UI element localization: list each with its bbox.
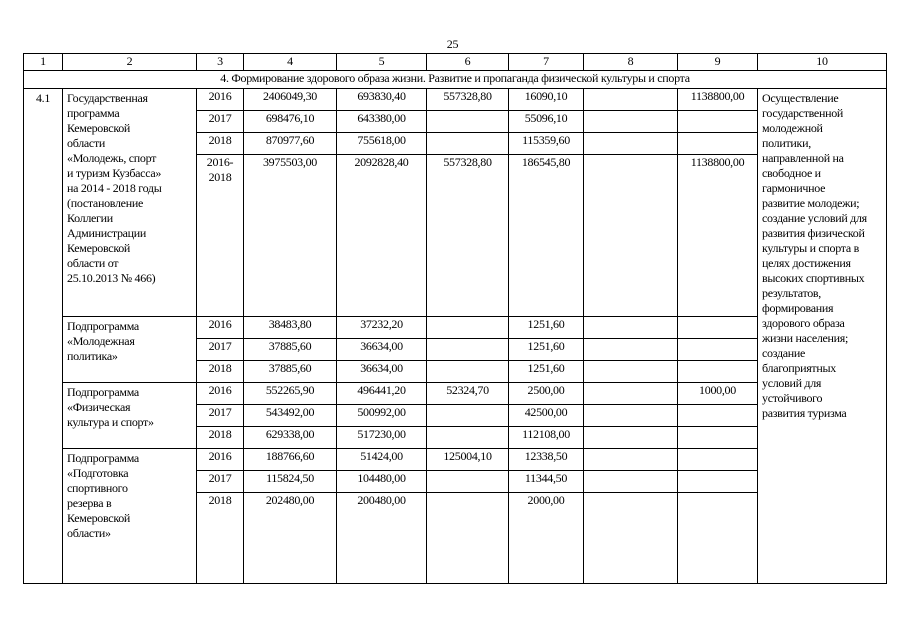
program-name	[63, 449, 197, 584]
description-line: свободное и	[762, 166, 821, 180]
column-header: 3	[197, 54, 244, 71]
program-name-line: Подпрограмма	[67, 319, 139, 333]
amount-cell-c5: 2092828,40	[337, 155, 427, 317]
amount-cell-c6	[427, 361, 509, 383]
amount-cell-c8	[584, 361, 678, 383]
amount-cell-c8	[584, 317, 678, 339]
description-cell	[758, 89, 887, 584]
amount-cell-c7: 186545,80	[509, 155, 584, 317]
amount-cell-c5: 36634,00	[337, 361, 427, 383]
description-line: развития туризма	[762, 406, 847, 420]
amount-cell-c9	[678, 427, 758, 449]
column-header-row	[24, 54, 887, 71]
program-name-line: Подпрограмма	[67, 451, 139, 465]
program-name-line: Кемеровской	[67, 121, 131, 135]
amount-cell-c5: 693830,40	[337, 89, 427, 111]
amount-cell-c8	[584, 155, 678, 317]
amount-cell-c4: 38483,80	[244, 317, 337, 339]
amount-cell-c5: 104480,00	[337, 471, 427, 493]
amount-cell-c6	[427, 427, 509, 449]
amount-cell-c4: 37885,60	[244, 339, 337, 361]
amount-cell-c6: 125004,10	[427, 449, 509, 471]
amount-cell-c8	[584, 493, 678, 584]
program-name-line: (постановление	[67, 196, 143, 210]
program-name-line: Администрации	[67, 226, 147, 240]
program-name-line: Кемеровской	[67, 241, 131, 255]
description-line: создание	[762, 346, 806, 360]
program-name-line: «Молодежь, спорт	[67, 151, 157, 165]
amount-cell-c4: 202480,00	[244, 493, 337, 584]
amount-cell-c7: 115359,60	[509, 133, 584, 155]
amount-cell-c7: 11344,50	[509, 471, 584, 493]
amount-cell-c8	[584, 111, 678, 133]
program-name-line: области	[67, 136, 106, 150]
program-name-line: области»	[67, 526, 111, 540]
column-header: 2	[63, 54, 197, 71]
program-name-line: 25.10.2013 № 466)	[67, 271, 156, 285]
amount-cell-c9: 1138800,00	[678, 89, 758, 111]
year-cell: 2017	[197, 405, 244, 427]
amount-cell-c5: 643380,00	[337, 111, 427, 133]
amount-cell-c7: 1251,60	[509, 317, 584, 339]
year-cell: 2018	[197, 133, 244, 155]
amount-cell-c4: 2406049,30	[244, 89, 337, 111]
year-cell: 2016	[197, 383, 244, 405]
amount-cell-c7: 42500,00	[509, 405, 584, 427]
year-cell: 2016	[197, 317, 244, 339]
description-line: политики,	[762, 136, 811, 150]
description-line: Осуществление	[762, 91, 839, 105]
amount-cell-c5: 37232,20	[337, 317, 427, 339]
amount-cell-c8	[584, 339, 678, 361]
program-name	[63, 383, 197, 449]
amount-cell-c8	[584, 405, 678, 427]
description-line: формирования	[762, 301, 834, 315]
table-row	[24, 89, 887, 111]
description-line: целях достижения	[762, 256, 851, 270]
amount-cell-c9	[678, 339, 758, 361]
table-row	[24, 317, 887, 339]
description-line: государственной	[762, 106, 844, 120]
year-cell: 2016	[197, 89, 244, 111]
amount-cell-c4: 870977,60	[244, 133, 337, 155]
column-header: 7	[509, 54, 584, 71]
amount-cell-c4: 552265,90	[244, 383, 337, 405]
amount-cell-c5: 36634,00	[337, 339, 427, 361]
amount-cell-c9	[678, 133, 758, 155]
amount-cell-c7: 16090,10	[509, 89, 584, 111]
amount-cell-c9	[678, 471, 758, 493]
year-cell: 2018	[197, 427, 244, 449]
amount-cell-c7: 112108,00	[509, 427, 584, 449]
amount-cell-c7: 1251,60	[509, 361, 584, 383]
amount-cell-c7: 12338,50	[509, 449, 584, 471]
amount-cell-c6	[427, 493, 509, 584]
program-name-line: «Физическая	[67, 400, 131, 414]
description-line: здорового образа	[762, 316, 845, 330]
amount-cell-c4: 543492,00	[244, 405, 337, 427]
amount-cell-c6	[427, 317, 509, 339]
description-line: создание условий для	[762, 211, 867, 225]
description-line: развития физической	[762, 226, 865, 240]
amount-cell-c6: 557328,80	[427, 89, 509, 111]
year-cell: 2017	[197, 339, 244, 361]
amount-cell-c8	[584, 133, 678, 155]
amount-cell-c4: 629338,00	[244, 427, 337, 449]
amount-cell-c4: 698476,10	[244, 111, 337, 133]
description-line: условий для	[762, 376, 822, 390]
amount-cell-c9: 1138800,00	[678, 155, 758, 317]
program-name-line: на 2014 - 2018 годы	[67, 181, 162, 195]
column-header: 5	[337, 54, 427, 71]
program-name-line: политика»	[67, 349, 118, 363]
amount-cell-c4: 3975503,00	[244, 155, 337, 317]
amount-cell-c6: 52324,70	[427, 383, 509, 405]
amount-cell-c8	[584, 89, 678, 111]
description-line: развитие молодежи;	[762, 196, 860, 210]
column-header: 9	[678, 54, 758, 71]
amount-cell-c9	[678, 111, 758, 133]
amount-cell-c5: 755618,00	[337, 133, 427, 155]
amount-cell-c6	[427, 339, 509, 361]
description-line: устойчивого	[762, 391, 823, 405]
amount-cell-c6: 557328,80	[427, 155, 509, 317]
column-header: 1	[24, 54, 63, 71]
year-cell: 2017	[197, 471, 244, 493]
year-cell: 2016	[197, 449, 244, 471]
amount-cell-c9	[678, 493, 758, 584]
column-header: 6	[427, 54, 509, 71]
table-row	[24, 383, 887, 405]
amount-cell-c7: 55096,10	[509, 111, 584, 133]
description-line: высоких спортивных	[762, 271, 865, 285]
year-cell: 2016- 2018	[197, 155, 244, 317]
program-name-line: «Молодежная	[67, 334, 135, 348]
year-cell: 2017	[197, 111, 244, 133]
section-row	[24, 71, 887, 89]
year-cell: 2018	[197, 361, 244, 383]
amount-cell-c4: 115824,50	[244, 471, 337, 493]
description-line: гармоничное	[762, 181, 826, 195]
amount-cell-c6	[427, 111, 509, 133]
amount-cell-c6	[427, 405, 509, 427]
column-header: 10	[758, 54, 887, 71]
program-name-line: Подпрограмма	[67, 385, 139, 399]
amount-cell-c8	[584, 383, 678, 405]
amount-cell-c8	[584, 427, 678, 449]
program-name-line: резерва в	[67, 496, 112, 510]
description-line: культуры и спорта в	[762, 241, 859, 255]
description-line: благоприятных	[762, 361, 836, 375]
amount-cell-c9	[678, 405, 758, 427]
amount-cell-c7: 2000,00	[509, 493, 584, 584]
amount-cell-c9	[678, 361, 758, 383]
program-name-line: и туризм Кузбасса»	[67, 166, 162, 180]
table-row	[24, 449, 887, 471]
amount-cell-c8	[584, 471, 678, 493]
page-number: 25	[446, 37, 459, 51]
amount-cell-c6	[427, 133, 509, 155]
year-cell: 2018	[197, 493, 244, 584]
amount-cell-c6	[427, 471, 509, 493]
amount-cell-c7: 2500,00	[509, 383, 584, 405]
program-name-line: программа	[67, 106, 120, 120]
amount-cell-c9	[678, 317, 758, 339]
amount-cell-c5: 517230,00	[337, 427, 427, 449]
program-name-line: «Подготовка	[67, 466, 129, 480]
description-line: молодежной	[762, 121, 823, 135]
description-line: направленной на	[762, 151, 844, 165]
amount-cell-c4: 188766,60	[244, 449, 337, 471]
program-name-line: спортивного	[67, 481, 128, 495]
program-name-line: Государственная	[67, 91, 148, 105]
program-name	[63, 89, 197, 317]
column-header: 4	[244, 54, 337, 71]
amount-cell-c5: 496441,20	[337, 383, 427, 405]
description-line: жизни населения;	[762, 331, 849, 345]
description-line: результатов,	[762, 286, 821, 300]
program-name-line: Кемеровской	[67, 511, 131, 525]
amount-cell-c5: 200480,00	[337, 493, 427, 584]
program-name	[63, 317, 197, 383]
section-title: 4. Формирование здорового образа жизни. Развитие и пропаганда физической культуры и спорта	[24, 71, 887, 89]
amount-cell-c9	[678, 449, 758, 471]
program-name-line: Коллегии	[67, 211, 113, 225]
amount-cell-c5: 500992,00	[337, 405, 427, 427]
amount-cell-c7: 1251,60	[509, 339, 584, 361]
amount-cell-c9: 1000,00	[678, 383, 758, 405]
budget-table	[23, 53, 887, 584]
row-number: 4.1	[24, 89, 63, 584]
amount-cell-c8	[584, 449, 678, 471]
column-header: 8	[584, 54, 678, 71]
program-name-line: области от	[67, 256, 119, 270]
amount-cell-c5: 51424,00	[337, 449, 427, 471]
amount-cell-c4: 37885,60	[244, 361, 337, 383]
program-name-line: культура и спорт»	[67, 415, 154, 429]
